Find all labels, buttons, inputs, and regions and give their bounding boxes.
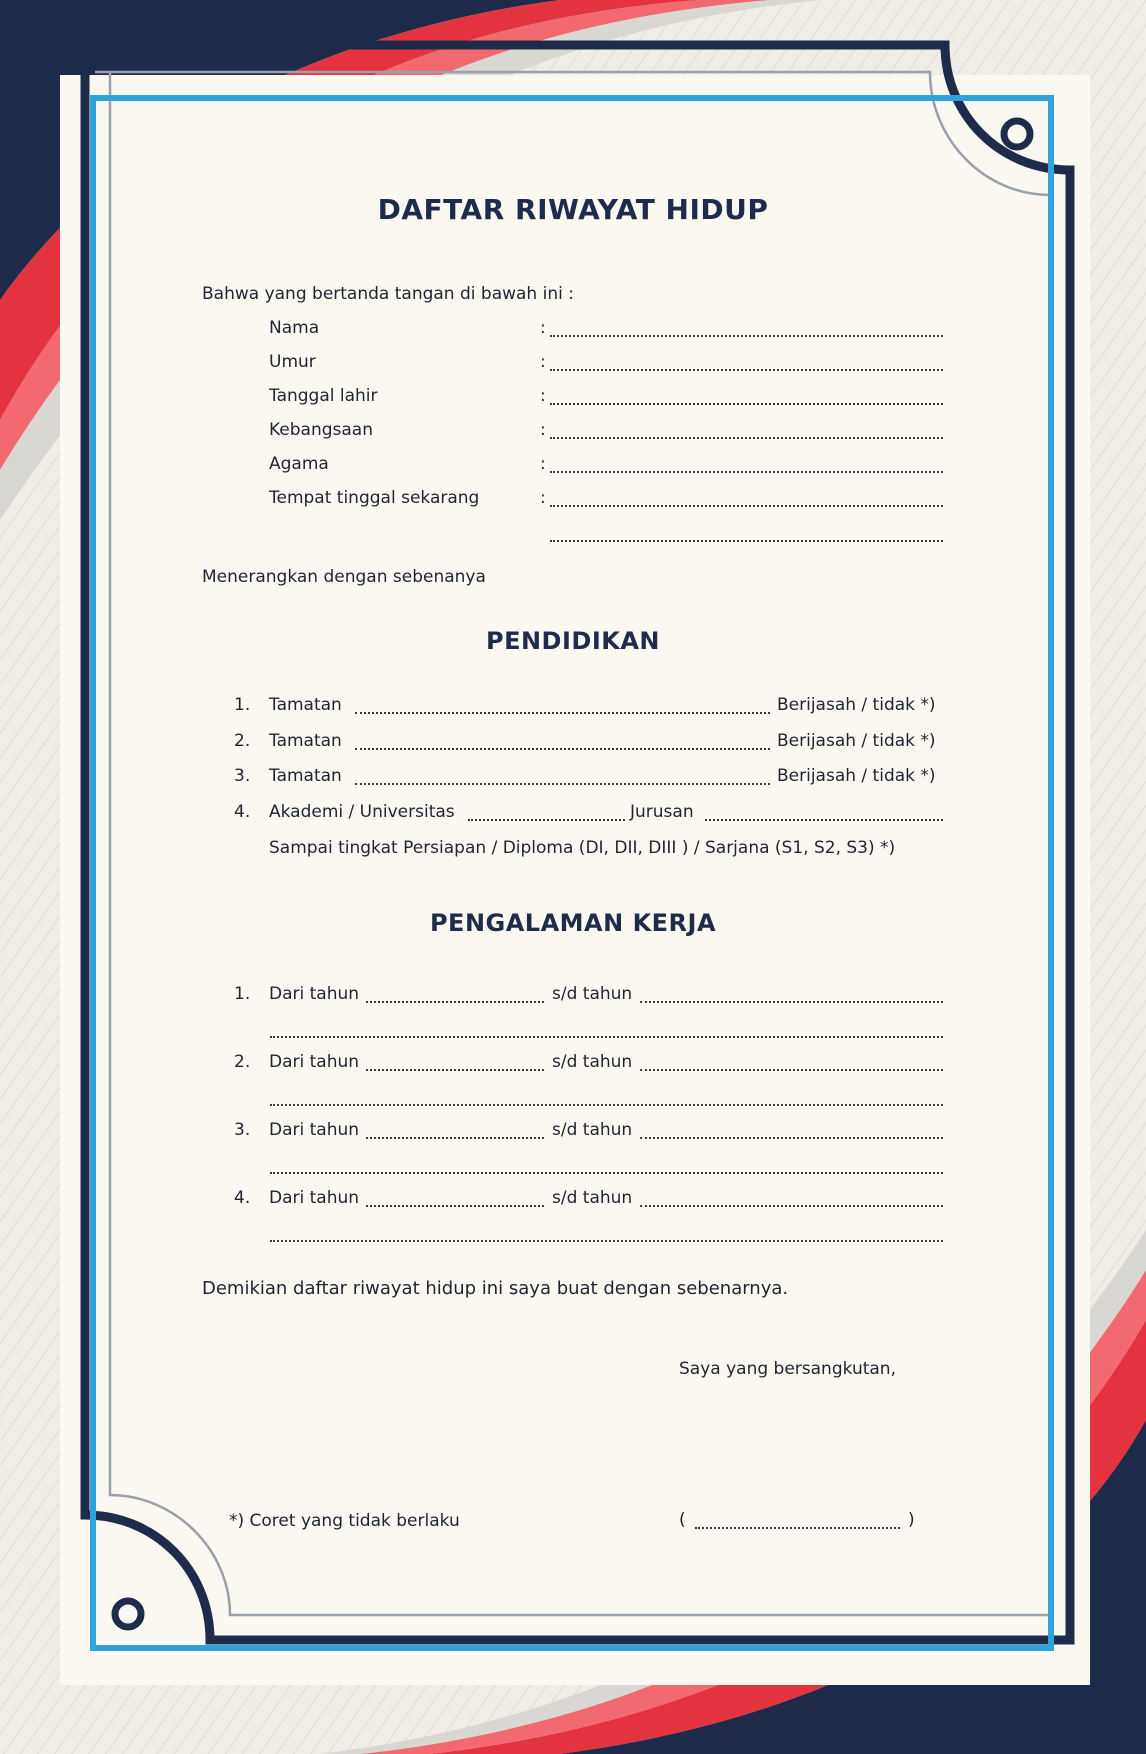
work-to-label: s/d tahun: [552, 1052, 633, 1072]
footnote: *) Coret yang tidak berlaku: [229, 1511, 460, 1531]
major-label: Jurusan: [630, 802, 694, 822]
work-from-line-2[interactable]: [366, 1069, 544, 1071]
work-from-line-3[interactable]: [366, 1137, 544, 1139]
education-label: Tamatan: [269, 695, 342, 715]
work-to-line-4[interactable]: [640, 1205, 943, 1207]
work-desc-line-1[interactable]: [270, 1036, 943, 1038]
work-from-line-4[interactable]: [366, 1205, 544, 1207]
work-from-line-1[interactable]: [366, 1001, 544, 1003]
field-line-tanggal-lahir[interactable]: [550, 403, 943, 405]
education-num: 4.: [234, 802, 251, 822]
education-level-note: Sampai tingkat Persiapan / Diploma (DI, DII, DIII ) / Sarjana (S1, S2, S3) *): [269, 838, 896, 858]
field-label-tempat-tinggal: Tempat tinggal sekarang: [269, 488, 480, 508]
work-desc-line-3[interactable]: [270, 1172, 943, 1174]
education-suffix: Berijasah / tidak *): [777, 766, 936, 786]
work-to-line-3[interactable]: [640, 1137, 943, 1139]
page-title: DAFTAR RIWAYAT HIDUP: [377, 193, 769, 226]
field-line-nama[interactable]: [550, 335, 943, 337]
education-label: Tamatan: [269, 731, 342, 751]
work-num: 1.: [234, 984, 251, 1004]
signature-close-paren: ): [908, 1510, 915, 1530]
education-line-3[interactable]: [355, 783, 770, 785]
closing-text: Demikian daftar riwayat hidup ini saya buat dengan sebenarnya.: [202, 1278, 789, 1299]
field-colon: :: [540, 454, 546, 474]
education-line-2[interactable]: [355, 748, 770, 750]
work-num: 3.: [234, 1120, 251, 1140]
work-from-label: Dari tahun: [269, 1188, 360, 1208]
field-colon: :: [540, 386, 546, 406]
university-label: Akademi / Universitas: [269, 802, 455, 822]
work-from-label: Dari tahun: [269, 1120, 360, 1140]
work-to-label: s/d tahun: [552, 984, 633, 1004]
statement-text: Menerangkan dengan sebenanya: [202, 567, 486, 587]
field-colon: :: [540, 420, 546, 440]
field-line-agama[interactable]: [550, 471, 943, 473]
education-num: 3.: [234, 766, 251, 786]
work-num: 4.: [234, 1188, 251, 1208]
field-label-agama: Agama: [269, 454, 329, 474]
field-label-tanggal-lahir: Tanggal lahir: [269, 386, 378, 406]
intro-text: Bahwa yang bertanda tangan di bawah ini :: [202, 284, 574, 304]
signature-label: Saya yang bersangkutan,: [679, 1359, 896, 1379]
work-desc-line-4[interactable]: [270, 1240, 943, 1242]
work-desc-line-2[interactable]: [270, 1104, 943, 1106]
field-line-kebangsaan[interactable]: [550, 437, 943, 439]
education-num: 1.: [234, 695, 251, 715]
field-line-umur[interactable]: [550, 369, 943, 371]
field-colon: :: [540, 318, 546, 338]
education-line-1[interactable]: [355, 712, 770, 714]
work-to-label: s/d tahun: [552, 1188, 633, 1208]
field-line-tempat-tinggal-2[interactable]: [550, 540, 943, 542]
work-to-line-2[interactable]: [640, 1069, 943, 1071]
field-colon: :: [540, 352, 546, 372]
education-label: Tamatan: [269, 766, 342, 786]
work-from-label: Dari tahun: [269, 1052, 360, 1072]
field-label-umur: Umur: [269, 352, 316, 372]
field-colon: :: [540, 488, 546, 508]
work-to-line-1[interactable]: [640, 1001, 943, 1003]
work-num: 2.: [234, 1052, 251, 1072]
education-heading: PENDIDIKAN: [485, 627, 661, 655]
work-heading: PENGALAMAN KERJA: [429, 909, 717, 937]
education-suffix: Berijasah / tidak *): [777, 695, 936, 715]
signature-line[interactable]: [695, 1527, 900, 1529]
field-label-nama: Nama: [269, 318, 320, 338]
work-to-label: s/d tahun: [552, 1120, 633, 1140]
major-line[interactable]: [705, 819, 943, 821]
field-label-kebangsaan: Kebangsaan: [269, 420, 374, 440]
education-num: 2.: [234, 731, 251, 751]
signature-open-paren: (: [679, 1510, 686, 1530]
education-suffix: Berijasah / tidak *): [777, 731, 936, 751]
university-line[interactable]: [468, 819, 625, 821]
field-line-tempat-tinggal[interactable]: [550, 505, 943, 507]
work-from-label: Dari tahun: [269, 984, 360, 1004]
